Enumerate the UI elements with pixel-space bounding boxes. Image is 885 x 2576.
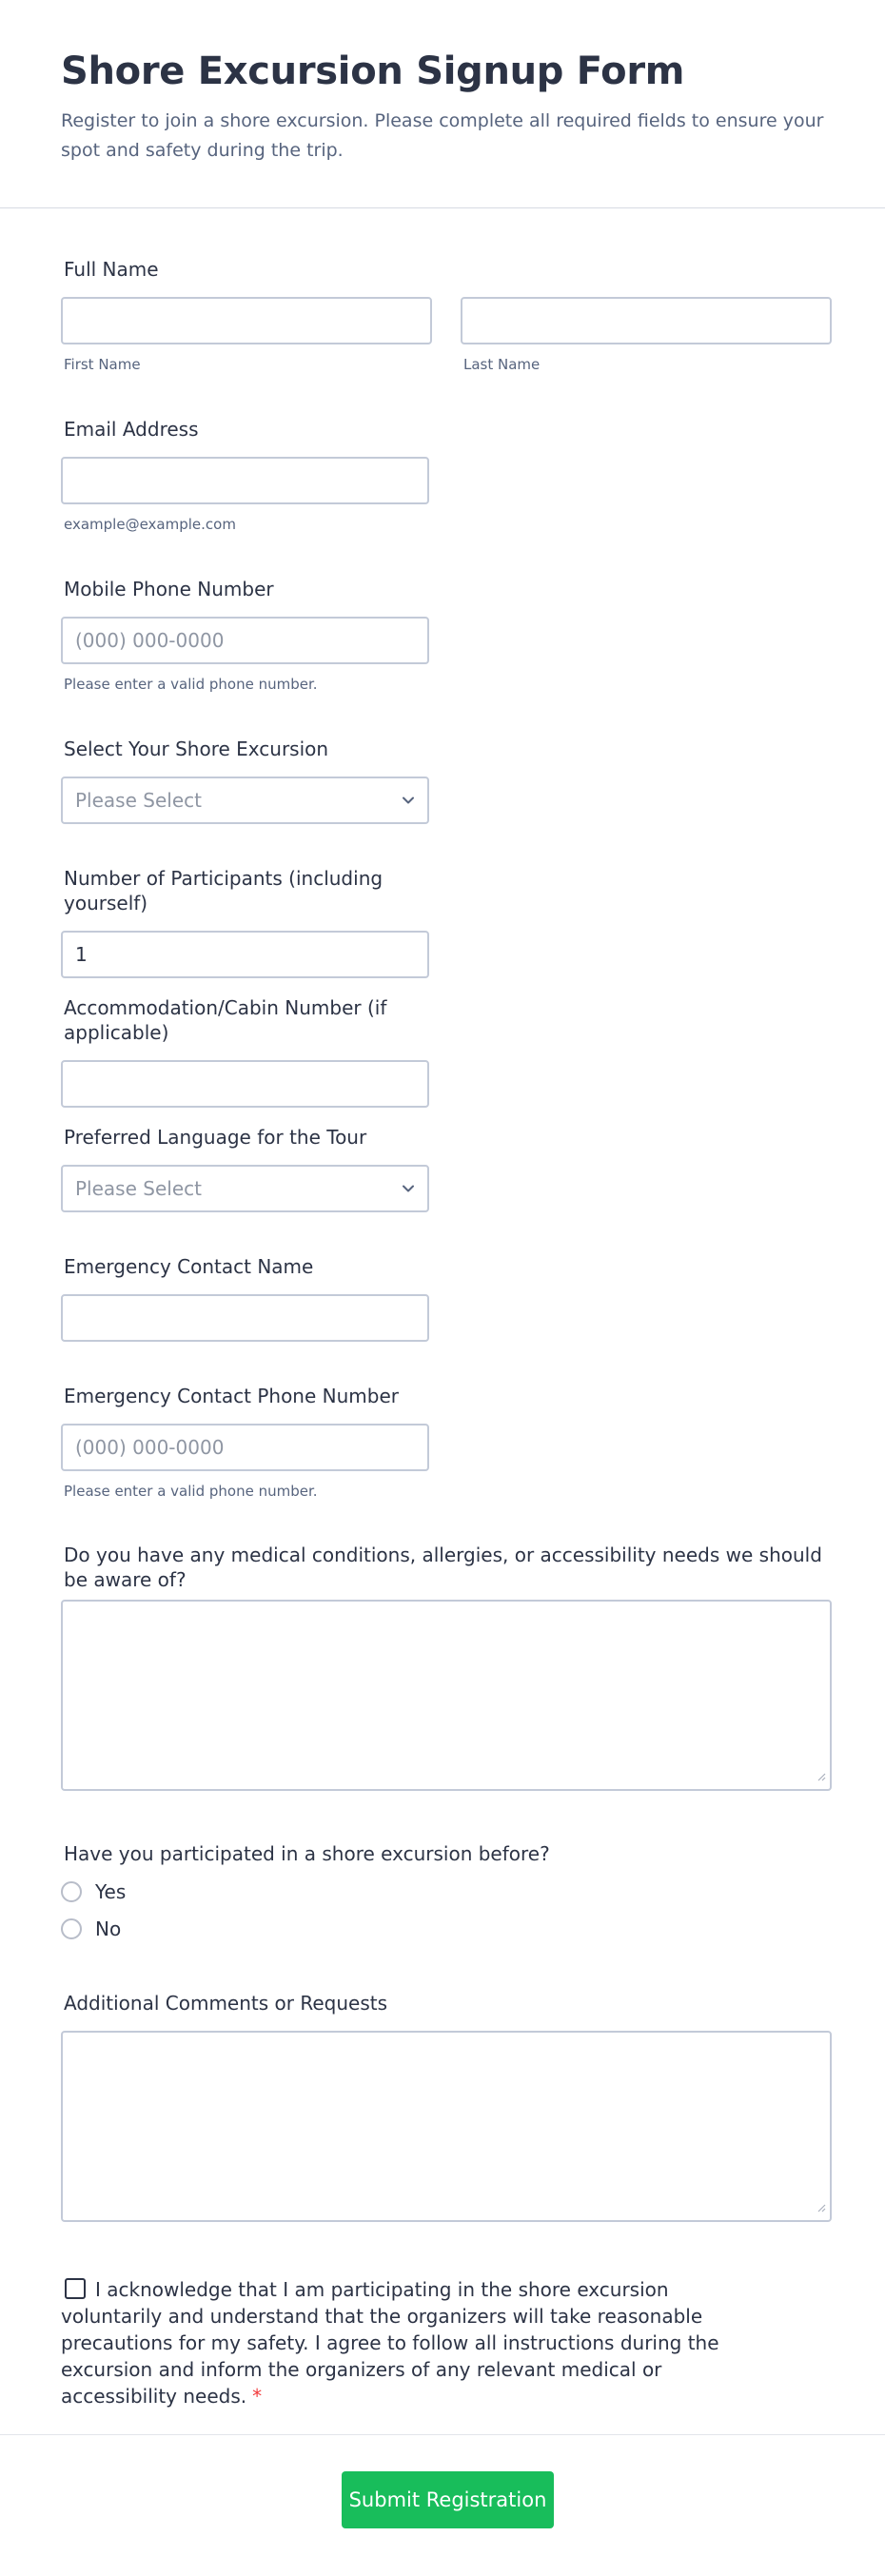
comments-label: Additional Comments or Requests bbox=[64, 1992, 387, 2015]
full-name-label: Full Name bbox=[64, 258, 159, 281]
mobile-phone-label: Mobile Phone Number bbox=[64, 578, 274, 600]
footer-divider bbox=[0, 2434, 885, 2435]
full-name-field bbox=[61, 257, 832, 373]
cabin-input[interactable] bbox=[61, 1060, 429, 1108]
cabin-field bbox=[61, 995, 429, 1108]
medical-field bbox=[61, 1543, 832, 1791]
email-label: Email Address bbox=[64, 418, 199, 441]
acknowledgement-field bbox=[61, 2276, 784, 2409]
mobile-phone-sublabel: Please enter a valid phone number. bbox=[64, 676, 318, 693]
chevron-down-icon bbox=[402, 1182, 415, 1195]
resize-grip-icon[interactable] bbox=[817, 1767, 826, 1785]
radio-option-no[interactable] bbox=[61, 1916, 832, 1942]
email-field bbox=[61, 417, 429, 533]
acknowledgement-text-block bbox=[61, 2276, 746, 2409]
comments-textarea[interactable] bbox=[61, 2031, 832, 2222]
radio-label: Yes bbox=[95, 1880, 127, 1903]
submit-registration-button[interactable]: Submit Registration bbox=[342, 2471, 554, 2528]
first-name-sublabel: First Name bbox=[64, 356, 141, 373]
cabin-label: Accommodation/Cabin Number (if applicable) bbox=[64, 996, 387, 1044]
emergency-phone-field bbox=[61, 1384, 429, 1500]
emergency-phone-sublabel: Please enter a valid phone number. bbox=[64, 1483, 318, 1500]
excursion-label: Select Your Shore Excursion bbox=[64, 737, 329, 760]
language-label: Preferred Language for the Tour bbox=[64, 1126, 367, 1149]
participants-label: Number of Participants (including yourself) bbox=[64, 867, 384, 914]
acknowledgement-label: I acknowledge that I am participating in the shore excursion voluntarily and understand that the organizers will take reasonable precautions for my safety. I agree to follow all instructions during the excursion and inform the organizers of any relevant medical or accessibility needs. bbox=[61, 2278, 719, 2408]
emergency-name-input[interactable] bbox=[61, 1294, 429, 1342]
excursion-field bbox=[61, 737, 429, 824]
emergency-name-field bbox=[61, 1254, 429, 1342]
required-asterisk: * bbox=[252, 2385, 263, 2408]
participants-input[interactable]: 1 bbox=[61, 931, 429, 978]
last-name-sublabel: Last Name bbox=[463, 356, 541, 373]
medical-label: Do you have any medical conditions, allergies, or accessibility needs we should be aware of? bbox=[64, 1544, 822, 1591]
emergency-name-label: Emergency Contact Name bbox=[64, 1255, 314, 1278]
participants-field bbox=[61, 866, 429, 978]
medical-textarea[interactable] bbox=[61, 1600, 832, 1791]
comments-field bbox=[61, 1991, 832, 2222]
form-header bbox=[0, 0, 885, 208]
resize-grip-icon[interactable] bbox=[817, 2198, 826, 2216]
radio-button[interactable] bbox=[61, 1918, 82, 1939]
emergency-phone-label: Emergency Contact Phone Number bbox=[64, 1385, 399, 1407]
prior-excursion-field bbox=[61, 1841, 832, 1953]
language-field bbox=[61, 1125, 429, 1212]
emergency-phone-input[interactable]: (000) 000-0000 bbox=[61, 1424, 429, 1471]
page-subtitle: Register to join a shore excursion. Please complete all required fields to ensure your spot and safety during the trip. bbox=[61, 110, 824, 161]
acknowledgement-checkbox[interactable] bbox=[65, 2278, 86, 2299]
radio-label: No bbox=[95, 1917, 122, 1940]
prior-excursion-label: Have you participated in a shore excursion before? bbox=[64, 1842, 550, 1865]
last-name-input[interactable] bbox=[461, 297, 832, 344]
mobile-phone-input[interactable]: (000) 000-0000 bbox=[61, 617, 429, 664]
language-select-value: Please Select bbox=[75, 1177, 202, 1200]
radio-option-yes[interactable] bbox=[61, 1878, 832, 1905]
chevron-down-icon bbox=[402, 794, 415, 807]
excursion-select-value: Please Select bbox=[75, 789, 202, 812]
language-select[interactable] bbox=[61, 1165, 429, 1212]
email-sublabel: example@example.com bbox=[64, 516, 236, 533]
page-title: Shore Excursion Signup Form bbox=[61, 49, 685, 93]
email-input[interactable] bbox=[61, 457, 429, 504]
first-name-input[interactable] bbox=[61, 297, 432, 344]
excursion-select[interactable] bbox=[61, 777, 429, 824]
radio-button[interactable] bbox=[61, 1881, 82, 1902]
mobile-phone-field bbox=[61, 577, 429, 693]
